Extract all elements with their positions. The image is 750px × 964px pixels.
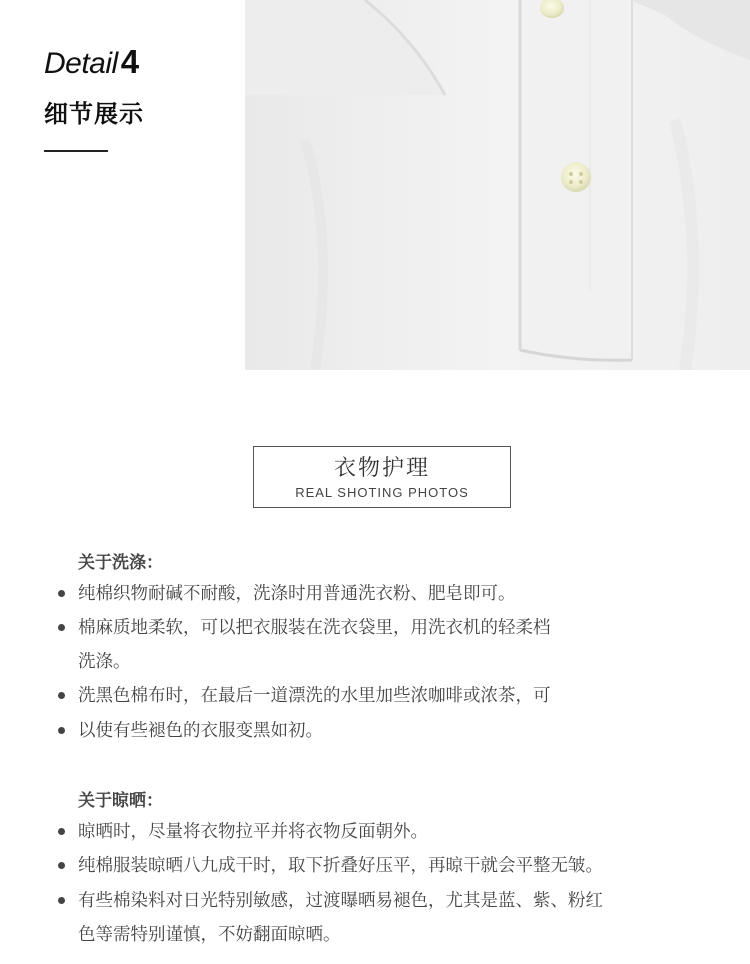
care-title-en: REAL SHOTING PHOTOS bbox=[295, 485, 469, 500]
drying-line: 纯棉服装晾晒八九成干时，取下折叠好压平，再晾干就会平整无皱。 bbox=[78, 856, 603, 876]
detail-title-word: Detail bbox=[44, 47, 118, 80]
washing-heading: 关于洗涤： bbox=[78, 553, 163, 573]
washing-line: 纯棉织物耐碱不耐酸，洗涤时用普通洗衣粉、肥皂即可。 bbox=[78, 584, 516, 604]
bullet-dot bbox=[58, 692, 65, 699]
detail-title-number: 4 bbox=[120, 43, 139, 80]
bullet-dot bbox=[58, 862, 65, 869]
washing-line: 洗涤。 bbox=[78, 652, 131, 672]
drying-line: 晾晒时，尽量将衣物拉平并将衣物反面朝外。 bbox=[78, 822, 428, 842]
detail-divider bbox=[44, 150, 108, 152]
drying-line: 有些棉染料对日光特别敏感，过渡曝晒易褪色，尤其是蓝、紫、粉红 bbox=[78, 891, 603, 911]
care-title-cn: 衣物护理 bbox=[333, 456, 430, 481]
bullet-dot bbox=[58, 590, 65, 597]
drying-heading: 关于晾晒： bbox=[78, 791, 163, 811]
product-detail-photo bbox=[245, 0, 750, 370]
care-title-box bbox=[253, 446, 511, 508]
bullet-dot bbox=[58, 624, 65, 631]
washing-line: 以使有些褪色的衣服变黑如初。 bbox=[78, 721, 323, 741]
washing-line: 洗黑色棉布时，在最后一道漂洗的水里加些浓咖啡或浓茶，可 bbox=[78, 686, 551, 706]
detail-title bbox=[44, 44, 144, 82]
detail-heading bbox=[44, 44, 144, 129]
drying-line: 色等需特别谨慎，不妨翻面晾晒。 bbox=[78, 925, 341, 945]
detail-subtitle: 细节展示 bbox=[44, 100, 144, 128]
bullet-dot bbox=[58, 828, 65, 835]
bullet-dot bbox=[58, 897, 65, 904]
bullet-dot bbox=[58, 727, 65, 734]
washing-line: 棉麻质地柔软，可以把衣服装在洗衣袋里，用洗衣机的轻柔档 bbox=[78, 618, 551, 638]
